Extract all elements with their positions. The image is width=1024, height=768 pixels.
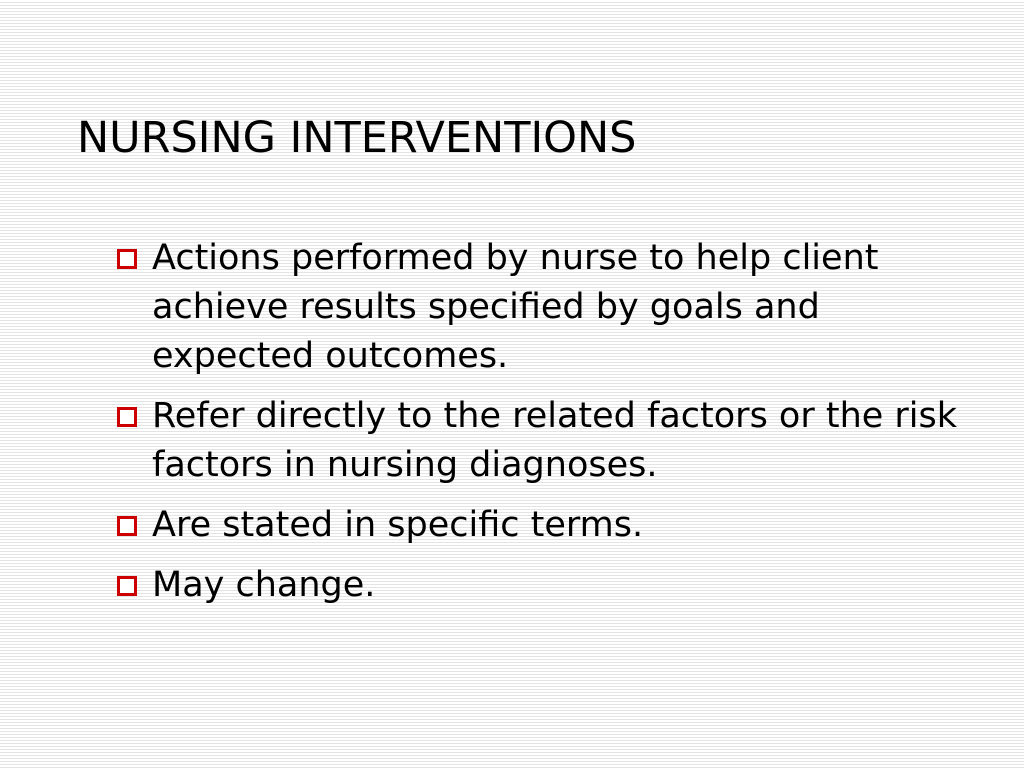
hollow-square-icon	[117, 576, 137, 596]
bullet-item	[117, 561, 997, 610]
bullet-item	[117, 234, 997, 381]
bullet-item	[117, 501, 997, 550]
hollow-square-icon	[117, 407, 137, 427]
hollow-square-icon	[117, 516, 137, 536]
hollow-square-icon	[117, 249, 137, 269]
bullet-text: Actions performed by nurse to help client achieve results specified by goals and expected outcomes.	[152, 238, 879, 376]
bullet-text: May change.	[152, 565, 376, 605]
slide-title: NURSING INTERVENTIONS	[77, 113, 637, 163]
bullet-list	[117, 234, 997, 621]
bullet-item	[117, 392, 997, 490]
bullet-text: Refer directly to the related factors or the risk factors in nursing diagnoses.	[152, 396, 958, 485]
bullet-text: Are stated in specific terms.	[152, 505, 644, 545]
